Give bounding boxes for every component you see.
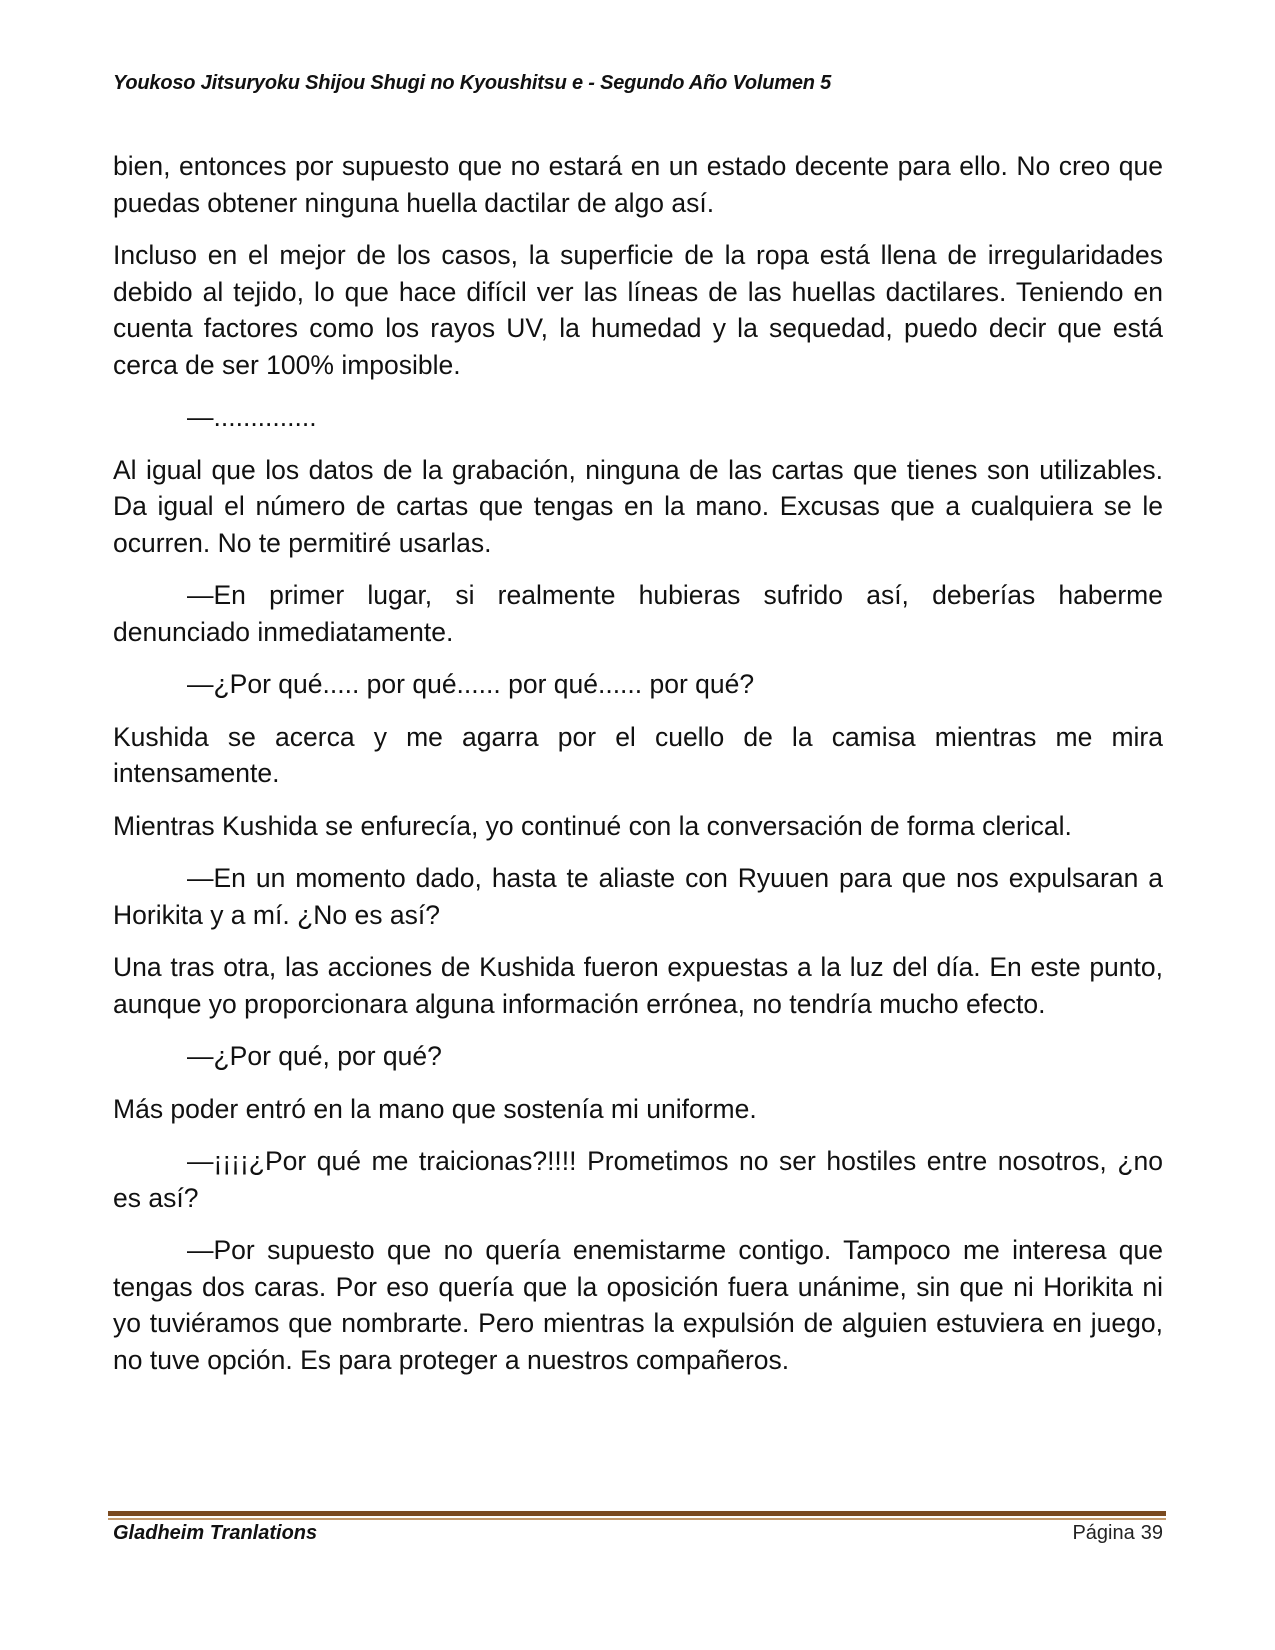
dialogue-paragraph: —Por supuesto que no quería enemistarme contigo. Tampoco me interesa que tengas dos caras. Por eso quería que la oposición fuera unánime, sin que ni Horikita ni yo tuviéramos que nombrarte. Pero mientras la expulsión de alguien estuviera en juego, no tuve opción. Es para proteger a nuestros compañeros.: [113, 1235, 1163, 1375]
body-text: [113, 148, 1163, 1394]
dialogue-paragraph: —En primer lugar, si realmente hubieras sufrido así, deberías haberme denunciado inmediatamente.: [113, 580, 1163, 647]
footer-credit: Gladheim Tranlations: [113, 1522, 318, 1544]
dialogue-paragraph: —¿Por qué..... por qué...... por qué...... por qué?: [187, 669, 755, 699]
page-number: 39: [1140, 1522, 1163, 1544]
footer-divider: [108, 1511, 1166, 1516]
running-header-title: Youkoso Jitsuryoku Shijou Shugi no Kyoushitsu e - Segundo Año Volumen 5: [113, 72, 832, 94]
dialogue-paragraph: —En un momento dado, hasta te aliaste con Ryuuen para que nos expulsaran a Horikita y a mí. ¿No es así?: [113, 863, 1163, 930]
paragraph: Más poder entró en la mano que sostenía mi uniforme.: [113, 1093, 757, 1124]
paragraph: bien, entonces por supuesto que no estará en un estado decente para ello. No creo que puedas obtener ninguna huella dactilar de algo así.: [113, 151, 1163, 218]
page-number-block: [1072, 1522, 1163, 1545]
footer-divider-thin: [108, 1518, 1166, 1520]
dialogue-paragraph: —¡¡¡¡¿Por qué me traicionas?!!!! Prometimos no ser hostiles entre nosotros, ¿no es así?: [113, 1146, 1163, 1213]
paragraph: Mientras Kushida se enfurecía, yo continué con la conversación de forma clerical.: [113, 810, 1072, 841]
paragraph: Kushida se acerca y me agarra por el cuello de la camisa mientras me mira intensamente.: [113, 721, 1163, 788]
paragraph: Incluso en el mejor de los casos, la superficie de la ropa está llena de irregularidades debido al tejido, lo que hace difícil ver las líneas de las huellas dactilares. Teniendo en cuenta factores como los rayos UV, la humedad y la sequedad, puedo decir que está cerca de ser 100% imposible.: [113, 240, 1163, 380]
dialogue-paragraph: —¿Por qué, por qué?: [187, 1041, 442, 1071]
paragraph: Una tras otra, las acciones de Kushida fueron expuestas a la luz del día. En este punto, aunque yo proporcionara alguna información errónea, no tendría mucho efecto.: [113, 952, 1163, 1019]
dialogue-paragraph: —..............: [187, 402, 317, 432]
page-label: Página: [1072, 1522, 1135, 1544]
paragraph: Al igual que los datos de la grabación, ninguna de las cartas que tienes son utilizables. Da igual el número de cartas que tengas en la mano. Excusas que a cualquiera se le ocurren. No te permitiré usarlas.: [113, 454, 1163, 558]
